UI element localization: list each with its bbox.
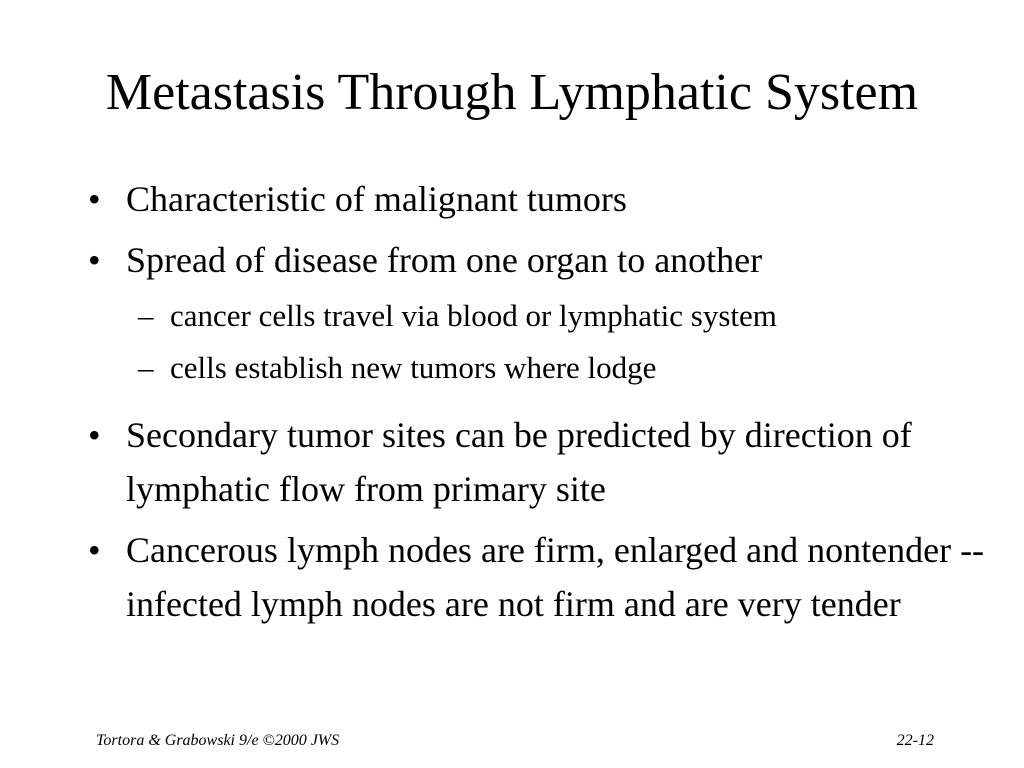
sub-bullet-text: cancer cells travel via blood or lymphatic system (170, 298, 777, 333)
slide-number: 22-12 (896, 732, 934, 749)
bullet-item (86, 172, 1006, 226)
sub-bullet-item (86, 345, 1006, 391)
bullet-marker: • (88, 240, 101, 280)
bullet-text: Secondary tumor sites can be predicted by direction of lymphatic flow from primary site (126, 415, 912, 509)
sub-bullet-marker: – (138, 298, 154, 333)
bullet-marker: • (88, 179, 101, 219)
bullet-marker: • (88, 415, 101, 455)
bullet-text: Cancerous lymph nodes are firm, enlarged and nontender -- infected lymph nodes are not firm and are very tender (126, 530, 985, 624)
sub-bullet-text: cells establish new tumors where lodge (170, 350, 657, 385)
sub-bullet-marker: – (138, 350, 154, 385)
footer-citation: Tortora & Grabowski 9/e ©2000 JWS (96, 732, 340, 749)
sub-bullet-item (86, 293, 1006, 339)
slide-body (86, 172, 1006, 631)
slide-title: Metastasis Through Lymphatic System (105, 64, 919, 121)
bullet-text: Spread of disease from one organ to another (126, 240, 763, 280)
bullet-text: Characteristic of malignant tumors (126, 179, 627, 219)
bullet-item (86, 233, 1006, 287)
bullet-item (86, 523, 1006, 631)
bullet-marker: • (88, 530, 101, 570)
bullet-item (86, 408, 1006, 516)
